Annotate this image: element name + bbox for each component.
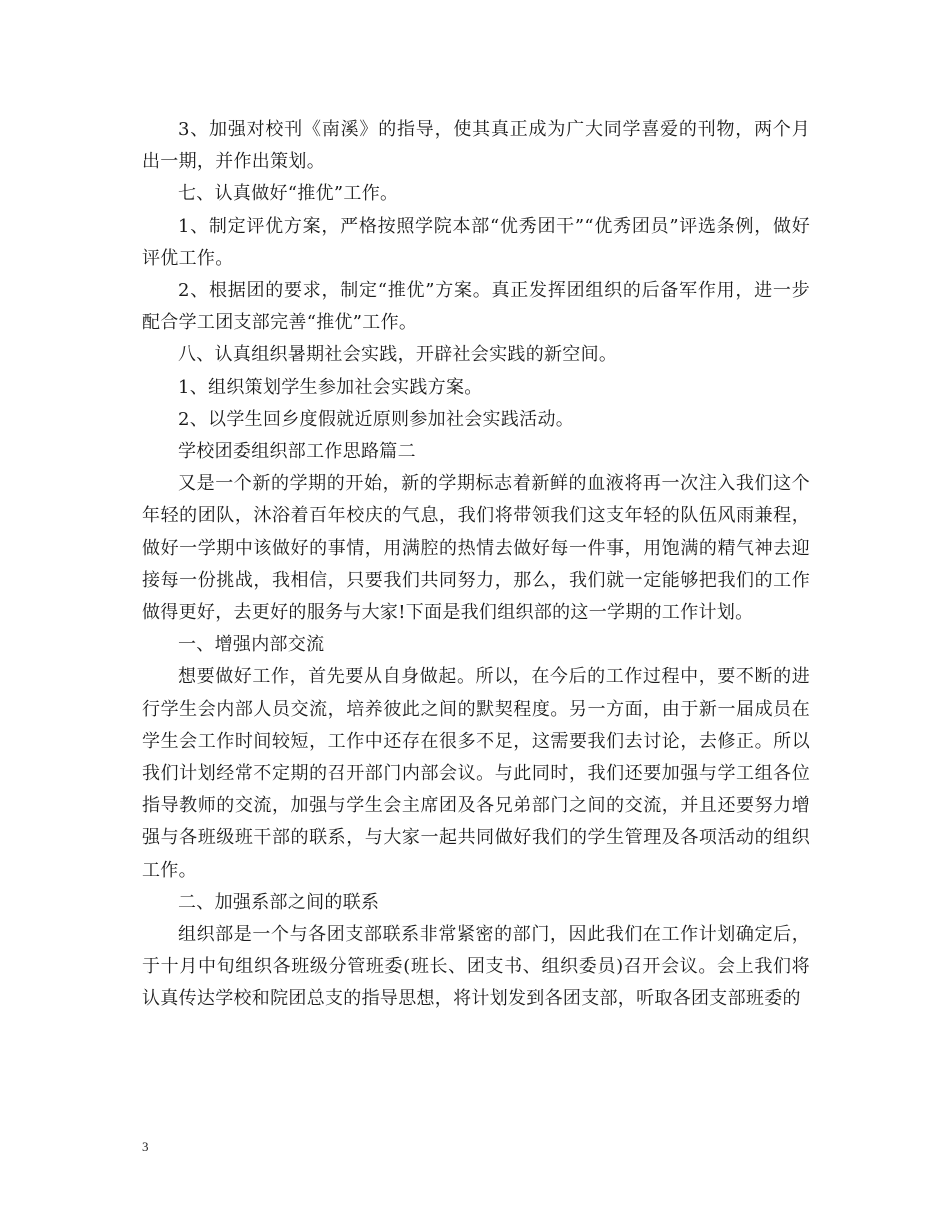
article-title: 学校团委组织部工作思路篇二 [178,441,416,463]
paragraph-5: 2、以学生回乡度假就近原则参加社会实践活动。 [178,408,575,430]
paragraph-3: 2、根据团的要求，制定“推优”方案。真正发挥团组织的后备军作用，进一步配合学工团支部完善“推优”工作。 [142,280,810,334]
paragraph-intro: 又是一个新的学期的开始，新的学期标志着新鲜的血液将再一次注入我们这个年轻的团队，沐浴着百年校庆的气息，我们将带领我们这支年轻的队伍风雨兼程，做好一学期中该做好的事情，用满腔的热情去做好每一件事，用饱满的精气神去迎接每一份挑战，我相信，只要我们共同努力，那么，我们就一定能够把我们的工作做得更好，去更好的服务与大家!下面是我们组织部的这一学期的工作计划。 [142,473,810,624]
paragraph-1: 3、加强对校刊《南溪》的指导，使其真正成为广大同学喜爱的刊物，两个月出一期，并作出策划。 [142,119,810,173]
paragraph-7: 组织部是一个与各团支部联系非常紧密的部门，因此我们在工作计划确定后，于十月中旬组织各班级分管班委(班长、团支书、组织委员)召开会议。会上我们将认真传达学校和院团总支的指导思想，将计划发到各团支部，听取各团支部班委的 [142,924,810,1010]
paragraph-2: 1、制定评优方案，严格按照学院本部“优秀团干”“优秀团员”评选条例，做好评优工作。 [142,215,810,269]
section-heading-7: 七、认真做好“推优”工作。 [178,183,399,205]
document-body [142,114,810,1016]
paragraph-6: 想要做好工作，首先要从自身做起。所以，在今后的工作过程中，要不断的进行学生会内部人员交流，培养彼此之间的默契程度。另一方面，由于新一届成员在学生会工作时间较短，工作中还存在很多不足，这需要我们去讨论，去修正。所以我们计划经常不定期的召开部门内部会议。与此同时，我们还要加强与学工组各位指导教师的交流，加强与学生会主席团及各兄弟部门之间的交流，并且还要努力增强与各班级班干部的联系，与大家一起共同做好我们的学生管理及各项活动的组织工作。 [142,666,810,881]
section-heading-8: 八、认真组织暑期社会实践，开辟社会实践的新空间。 [178,344,618,366]
page-number: 3 [142,1139,149,1154]
paragraph-4: 1、组织策划学生参加社会实践方案。 [178,376,483,398]
section-heading-2: 二、加强系部之间的联系 [178,891,380,913]
section-heading-1: 一、增强内部交流 [178,634,325,656]
